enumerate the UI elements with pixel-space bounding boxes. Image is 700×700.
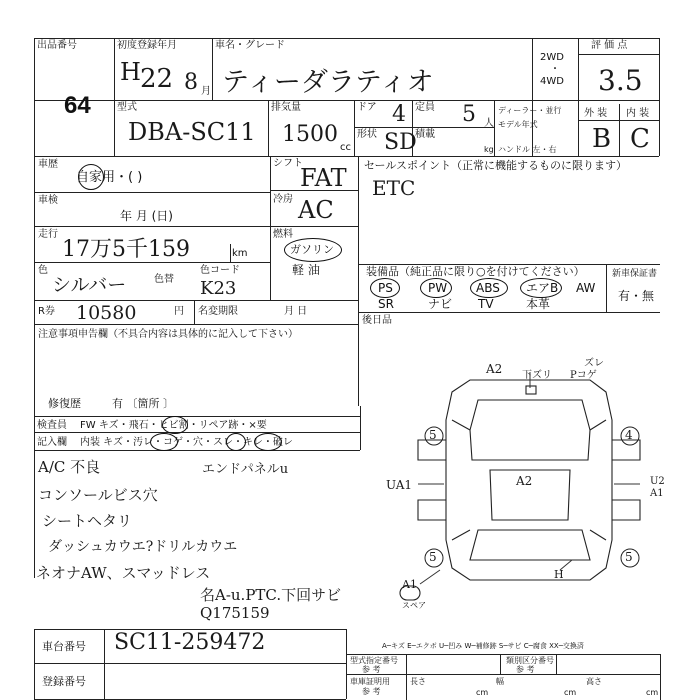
equip-ps: PS	[378, 281, 393, 295]
interior-value: C	[630, 124, 650, 154]
chassis-value: SC11-259472	[114, 630, 266, 655]
remark-line: コンソールビス穴	[38, 486, 158, 504]
ref2-label: 参 考	[516, 665, 535, 674]
model-name: ティーダラティオ	[222, 67, 434, 98]
color-value: シルバー	[52, 274, 127, 296]
divider	[660, 654, 661, 700]
entry-label: 記入欄	[37, 437, 67, 448]
recycle-unit: 円	[174, 306, 184, 317]
cm-3: cm	[646, 688, 659, 697]
history-value: 自家用・( )	[76, 170, 143, 185]
lot-number: 64	[64, 92, 91, 119]
rating-value: 3.5	[598, 64, 643, 97]
seats-label: 定員	[415, 102, 435, 113]
diag-mark: A1	[650, 488, 664, 499]
door-value: 4	[392, 102, 406, 127]
divider	[346, 629, 347, 699]
displacement-value: 1500	[282, 122, 338, 147]
check-text: FW キズ・飛石・ヒビ割・リペア跡・×要	[80, 420, 267, 431]
cert-label: 車庫証明用	[350, 677, 390, 686]
equip-navi: ナビ	[428, 297, 453, 311]
displacement-unit: cc	[340, 142, 351, 153]
shape-value: SD	[384, 130, 417, 155]
retrofit-label: 後日品	[362, 315, 392, 326]
displacement-label: 排気量	[271, 102, 301, 113]
divider	[34, 629, 35, 699]
remark-line: ダッシュカウエ?ドリルカウエ	[48, 539, 238, 555]
diag-mark: 5	[625, 550, 633, 564]
equip-pw: PW	[428, 281, 448, 295]
ref3-label: 参 考	[362, 687, 381, 696]
entry-text: 内装 キズ・汚レ・コゲ・穴・スレ・キレ・破レ	[80, 437, 293, 448]
recycle-label: R券	[38, 306, 55, 317]
spare-label: スペア	[402, 601, 426, 610]
divider	[34, 663, 346, 664]
exterior-value: B	[592, 124, 612, 154]
width-label: 幅	[496, 677, 504, 686]
equip-tv: TV	[478, 297, 494, 311]
divider	[346, 674, 660, 675]
exterior-label: 外 装	[584, 108, 608, 119]
chassis-label: 車台番号	[42, 640, 86, 653]
diag-mark: 5	[429, 550, 437, 564]
mileage-value: 17万5千159	[62, 237, 190, 262]
handle-label: ハンドル 左・右	[498, 145, 557, 154]
diag-mark: U2	[650, 476, 665, 487]
fuel-diesel: 軽 油	[292, 263, 320, 277]
divider	[104, 629, 105, 699]
reg-month: 8	[184, 70, 198, 95]
divider	[500, 654, 501, 674]
shift-label: シフト	[273, 158, 303, 169]
history-label: 車歴	[38, 159, 58, 170]
repair-value: 有 〔箇所 〕	[112, 397, 174, 410]
ac-label: 冷房	[273, 194, 293, 205]
divider	[556, 654, 557, 674]
load-label: 積載	[415, 129, 435, 140]
inspection-label: 車検	[38, 195, 58, 206]
color-code-value: K23	[200, 278, 237, 299]
color-label: 色	[38, 265, 48, 276]
color-change-label: 色替	[154, 274, 174, 285]
shape-label: 形状	[357, 129, 377, 140]
lot-label: 出品番号	[37, 40, 77, 51]
ac-value: AC	[298, 196, 334, 224]
seats-value: 5	[462, 102, 476, 127]
door-label: ドア	[357, 102, 377, 113]
class-label: 類別区分番号	[506, 656, 554, 665]
recycle-value: 10580	[76, 302, 137, 324]
equip-aw: AW	[576, 281, 596, 295]
remark-bottom: 名A-u.PTC.下回サビ	[200, 586, 342, 604]
ref-label: 参 考	[362, 665, 381, 674]
inspection-value: 年 月 (日)	[120, 209, 173, 223]
cm-2: cm	[564, 688, 577, 697]
model-year-label: モデル年式	[498, 120, 538, 129]
diag-mark: A1	[402, 578, 417, 591]
name-change-value: 月 日	[284, 306, 308, 317]
diag-mark: H	[554, 568, 564, 581]
diag-mark: 下ズリ	[522, 370, 552, 381]
height-label: 高さ	[586, 677, 602, 686]
remark-line: ネオナAW、スマッドレス	[36, 564, 211, 582]
divider	[406, 654, 407, 700]
diag-mark: 5	[429, 428, 437, 442]
repair-label: 修復歴	[48, 397, 81, 410]
shift-value: FAT	[300, 164, 347, 192]
new-warranty-label: 新車保証書	[612, 269, 658, 279]
model-label: 車名・グレード	[215, 40, 285, 51]
diag-mark: UA1	[386, 478, 413, 492]
remark-line: A/C 不良	[38, 458, 101, 476]
diag-mark: ズレ	[584, 358, 604, 369]
length-label: 長さ	[410, 677, 426, 686]
notes-label: 注意事項申告欄（不具合内容は具体的に記入して下さい）	[38, 329, 298, 340]
remark-right: エンドパネルu	[202, 462, 289, 477]
drive-dot: ・	[550, 64, 560, 75]
diag-mark: A2	[486, 362, 503, 376]
rating-label: 評 価 点	[591, 40, 628, 51]
remark-bottom2: Q175159	[200, 604, 270, 622]
reg-month-unit: 月	[201, 86, 211, 97]
interior-label: 内 装	[626, 108, 650, 119]
reg-era: H	[120, 58, 141, 86]
type-value: DBA-SC11	[128, 118, 256, 146]
reg-year: 22	[140, 64, 174, 94]
mileage-label: 走行	[38, 229, 58, 240]
diag-mark: A2	[516, 474, 533, 488]
equipment-label: 装備品（純正品に限り○を付けてください）	[366, 265, 585, 278]
new-warranty-value: 有・無	[618, 289, 655, 303]
dealer-label: ディーラー・並行	[498, 106, 562, 115]
diag-mark: Pコゲ	[570, 370, 597, 381]
sales-value: ETC	[372, 176, 416, 200]
type-label: 型式	[117, 102, 137, 113]
check-label: 検査員	[37, 420, 67, 431]
model-cert-label: 型式指定番号	[350, 656, 398, 665]
fuel-gasoline: ガソリン	[290, 243, 334, 256]
seats-unit: 人	[484, 118, 494, 129]
damage-legend: A─キズ E─エクボ U─凹み W─補修跡 S─サビ C─腐食 XX─交換済	[382, 642, 584, 650]
first-reg-label: 初度登録年月	[117, 40, 177, 51]
color-code-label: 色コード	[200, 265, 240, 276]
equip-airbag: エアB	[526, 281, 559, 295]
sales-label: セールスポイント（正常に機能するものに限ります）	[364, 159, 628, 172]
drive-4wd: 4WD	[540, 76, 564, 87]
divider	[346, 654, 660, 655]
equip-abs: ABS	[476, 281, 500, 295]
remark-line: シートヘタリ	[42, 512, 133, 530]
fuel-label: 燃料	[273, 229, 293, 240]
load-unit: kg	[484, 145, 494, 154]
name-change-label: 名変期限	[198, 306, 238, 317]
reg-label: 登録番号	[42, 675, 86, 688]
cm-1: cm	[476, 688, 489, 697]
equip-sr: SR	[378, 297, 394, 311]
drive-2wd: 2WD	[540, 52, 564, 63]
mileage-unit: km	[232, 248, 248, 259]
diag-mark: 4	[625, 428, 633, 442]
equip-leather: 本革	[526, 297, 551, 311]
